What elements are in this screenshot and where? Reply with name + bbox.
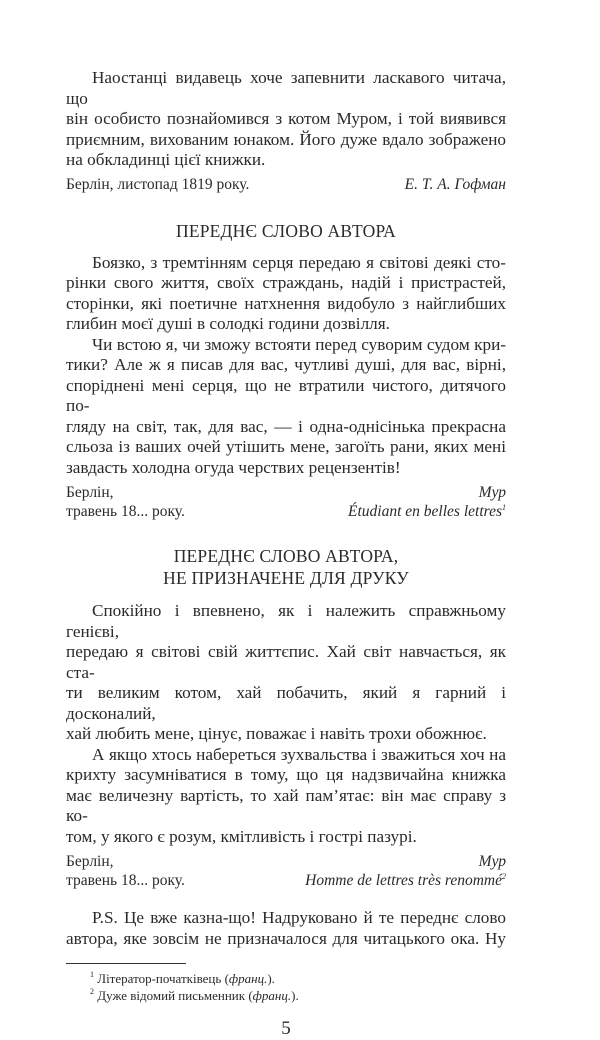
date: травень 18... року. <box>66 872 185 889</box>
postscript <box>66 908 506 949</box>
place: Берлін, <box>66 853 114 870</box>
place: Берлін, <box>66 484 114 501</box>
text-line: сльоза із ваших очей утішить мене, загоїть рани, яких мені <box>66 437 506 456</box>
author: Е. Т. А. Гофман <box>404 175 506 193</box>
text-line: на обкладинці цієї книжки. <box>66 150 266 169</box>
text-line: приємним, вихованим юнаком. Його дуже вдало зображено <box>66 129 506 149</box>
text-line: глибин моєї душі в солодкі години дозвілля. <box>66 314 390 333</box>
text-line: гляду на світ, так, для вас, — і одна-однісінька прекрасна <box>66 416 506 436</box>
text-line: споріднені мені серця, що не втратили чистого, дитячого по- <box>66 375 506 415</box>
author: Мур <box>478 853 506 870</box>
text-line: має величезну вартість, то хай пам’ятає: він має справу з ко- <box>66 785 506 825</box>
footnote-ref: 1 <box>502 503 506 512</box>
text-line: P.S. Це вже казна-що! Надруковано й те переднє слово <box>92 908 506 927</box>
page-number: 5 <box>281 1018 291 1039</box>
text-line: хай любить мене, цінує, поважає і навіть трохи обожнює. <box>66 724 487 743</box>
intro-paragraph <box>66 68 506 171</box>
text-line: Чи встою я, чи зможу встояти перед суворим судом кри- <box>92 334 506 354</box>
text-line: автора, яке зовсім не призначалося для читацького ока. Ну <box>66 928 506 948</box>
date: травень 18... року. <box>66 503 185 520</box>
author-title: Étudiant en belles lettres$^1$ <box>348 503 506 520</box>
text-line: сторінки, які поетичне натхнення видобуло з найглибших <box>66 293 506 313</box>
preface1-paragraphs <box>66 253 506 479</box>
text-line: Спокійно і впевнено, як і належить справжньому генієві, <box>66 601 506 641</box>
place-date: Берлін, листопад 1819 року. <box>66 175 250 193</box>
text-line: передаю я світові свій життєпис. Хай світ навчається, як ста- <box>66 642 506 682</box>
text-line: А якщо хтось набереться зухвальства і зважиться хоч на <box>92 744 506 764</box>
text-line: Наостанці видавець хоче запевнити ласкавого читача, що <box>66 68 506 108</box>
text-line: Боязко, з тремтінням серця передаю я світові деякі сто- <box>92 252 506 272</box>
footnote-divider <box>66 963 186 964</box>
page-column <box>66 68 506 1040</box>
text-line: ти великим котом, хай побачить, який я гарний і досконалий, <box>66 683 506 723</box>
text-line: тики? Але ж я писав для вас, чутливі душі, для вас, вірні, <box>66 355 506 374</box>
author: Мур <box>478 484 506 501</box>
preface2-paragraphs <box>66 601 506 847</box>
preface2-title <box>66 545 506 589</box>
preface2-signature <box>66 852 506 890</box>
intro-signature <box>66 175 506 194</box>
footnote-1: $^1$ Літератор-початківець (франц.). <box>90 970 275 986</box>
preface1-title: ПЕРЕДНЄ СЛОВО АВТОРА <box>176 220 396 241</box>
title-line: ПЕРЕДНЄ СЛОВО АВТОРА, <box>173 546 399 566</box>
footnote-2: $^2$ Дуже відомий письменник (франц.). <box>90 987 299 1003</box>
text-line: рінки свого життя, своїх страждань, надій і пристрастей, <box>66 273 506 292</box>
preface1-signature <box>66 483 506 521</box>
text-line: том, у якого є розум, кмітливість і гострі пазурі. <box>66 826 417 846</box>
text-line: він особисто познайомився з котом Муром, і той виявився <box>66 109 506 128</box>
text-line: крихту засумніватися в тому, що ця надзвичайна книжка <box>66 765 506 784</box>
footnote-ref: 2 <box>502 872 506 881</box>
text-line: завдасть холодна огуда черствих рецензентів! <box>66 457 401 477</box>
title-line: НЕ ПРИЗНАЧЕНЕ ДЛЯ ДРУКУ <box>163 568 409 588</box>
author-title: Homme de lettres très renommé$^2$ <box>305 872 506 889</box>
